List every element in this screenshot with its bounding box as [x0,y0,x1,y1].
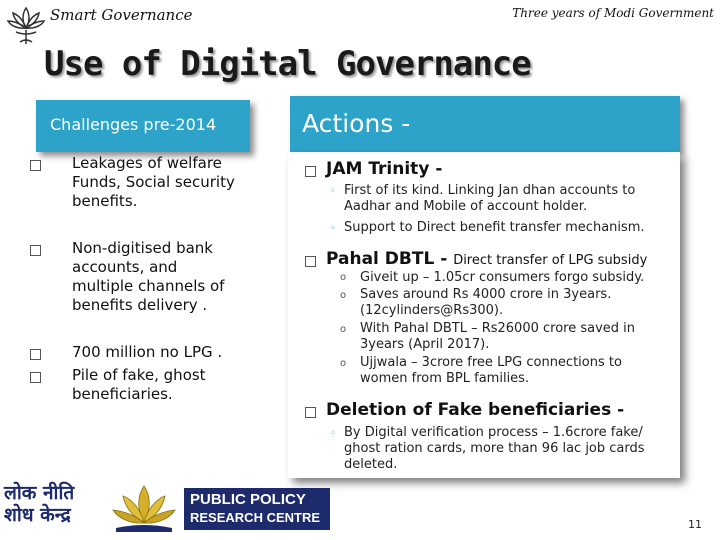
lotus-emblem-icon [6,4,46,46]
jam-trinity-title: JAM Trinity - [326,159,443,179]
pahal-point: Giveit up – 1.05cr consumers forgo subsidy. [360,270,645,285]
jam-point: First of its kind. Linking Jan dhan accounts to Aadhar and Mobile of account holder. [344,183,636,214]
page-number: 11 [688,518,702,531]
header-left-text: Smart Governance [50,6,193,24]
checkbox-bullet-icon [305,407,316,418]
header-right-text: Three years of Modi Government [512,6,714,20]
challenges-heading: Challenges pre-2014 [50,115,217,134]
circle-bullet-icon: o [340,324,347,335]
logo-line1: PUBLIC POLICY [190,491,306,508]
lotus-logo-icon [108,482,180,534]
circle-bullet-icon: o [340,358,347,369]
deletion-title: Deletion of Fake beneficiaries - [326,400,625,420]
checkbox-bullet-icon [30,160,41,171]
logo-line2: RESEARCH CENTRE [190,510,321,525]
circle-bullet-icon: o [340,272,347,283]
pahal-subtitle: Direct transfer of LPG subsidy [453,253,648,268]
logo-english-block [184,488,330,530]
challenge-item: Pile of fake, ghost beneficiaries. [72,366,206,403]
pahal-heading [326,249,647,269]
jam-point: Support to Direct benefit transfer mechanism. [344,220,645,235]
checkbox-bullet-icon [305,166,316,177]
challenge-item: Leakages of welfare Funds, Social security benefits. [72,154,235,210]
checkbox-bullet-icon [30,245,41,256]
actions-heading: Actions - [302,109,411,138]
checkbox-bullet-icon [30,372,41,383]
logo-hindi-text [4,482,104,530]
circle-bullet-icon: o [340,290,347,301]
sub-bullet-icon: ◦ [330,223,336,234]
sub-bullet-icon: ◦ [330,428,336,439]
deletion-point: By Digital verification process – 1.6crore fake/ ghost ration cards, more than 96 lac job cards deleted. [344,425,645,472]
pahal-title: Pahal DBTL - [326,249,454,269]
checkbox-bullet-icon [305,256,316,267]
sub-bullet-icon: ◦ [330,186,336,197]
page-title: Use of Digital Governance [44,44,531,84]
challenge-item: Non-digitised bank accounts, and multiple channels of benefits delivery . [72,239,225,314]
pahal-point: Ujjwala – 3crore free LPG connections to women from BPL families. [360,355,622,386]
logo-hindi-line1: लोक नीति [4,482,75,504]
checkbox-bullet-icon [30,349,41,360]
challenge-item: 700 million no LPG . [72,343,223,361]
pahal-point: With Pahal DBTL – Rs26000 crore saved in 3years (April 2017). [360,321,636,352]
pahal-point: Saves around Rs 4000 crore in 3years. (12cylinders@Rs300). [360,287,612,318]
logo-hindi-line2: शोध केन्द्र [4,504,71,526]
pprc-logo [4,482,330,534]
